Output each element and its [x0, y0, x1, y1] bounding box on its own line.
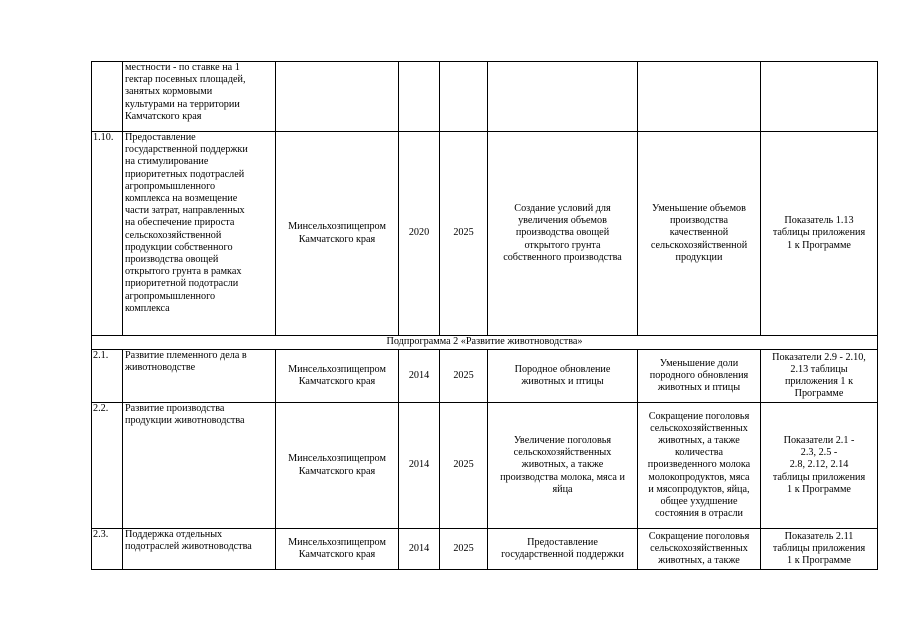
end-year: 2025 — [440, 350, 488, 403]
consequence: Уменьшение объемов производства качественной сельскохозяйственной продукции — [638, 132, 761, 336]
table-row — [92, 403, 878, 529]
end-year: 2025 — [440, 132, 488, 336]
executor: Минсельхозпищепром Камчатского края — [276, 529, 399, 570]
start-year: 2014 — [399, 403, 440, 529]
table-row — [92, 529, 878, 570]
consequence: Сокращение поголовья сельскохозяйственных животных, а также — [638, 529, 761, 570]
measure-name: Развитие племенного дела в животноводстве — [123, 350, 276, 403]
indicator-link: Показатели 2.9 - 2.10, 2.13 таблицы приложения 1 к Программе — [761, 350, 878, 403]
executor: Минсельхозпищепром Камчатского края — [276, 132, 399, 336]
start-year: 2014 — [399, 350, 440, 403]
expected-result: Предоставление государственной поддержки — [488, 529, 638, 570]
start-year: 2014 — [399, 529, 440, 570]
consequence: Уменьшение доли породного обновления животных и птицы — [638, 350, 761, 403]
consequence: Сокращение поголовья сельскохозяйственных животных, а также количества произведенного молока молокопродуктов, мяса и мясопродуктов, яйца, общее ухудшение состояния в отрасли — [638, 403, 761, 529]
indicator-link: Показатель 2.11 таблицы приложения 1 к Программе — [761, 529, 878, 570]
row-number: 2.3. — [92, 529, 123, 570]
table-row — [92, 350, 878, 403]
row-number: 2.2. — [92, 403, 123, 529]
expected-result: Создание условий для увеличения объемов производства овощей открытого грунта собственного производства — [488, 132, 638, 336]
measure-name: местности - по ставке на 1 гектар посевных площадей, занятых кормовыми культурами на территории Камчатского края — [123, 62, 276, 132]
end-year: 2025 — [440, 529, 488, 570]
indicator-link: Показатель 1.13 таблицы приложения 1 к Программе — [761, 132, 878, 336]
executor: Минсельхозпищепром Камчатского края — [276, 350, 399, 403]
row-number: 2.1. — [92, 350, 123, 403]
measure-name: Развитие производства продукции животноводства — [123, 403, 276, 529]
end-year — [440, 62, 488, 132]
start-year — [399, 62, 440, 132]
table-row — [92, 132, 878, 336]
measure-name: Предоставление государственной поддержки на стимулирование приоритетных подотраслей агропромышленного комплекса на возмещение части затрат, направленных на обеспечение прироста сельскохозяйственной продукции собственного производства овощей открытого грунта в рамках приоритетной подотрасли агропромышленного комплекса — [123, 132, 276, 336]
expected-result: Увеличение поголовья сельскохозяйственных животных, а также производства молока, мяса и яйца — [488, 403, 638, 529]
subprogram-title: Подпрограмма 2 «Развитие животноводства» — [92, 336, 878, 350]
executor: Минсельхозпищепром Камчатского края — [276, 403, 399, 529]
consequence — [638, 62, 761, 132]
subprogram-row — [92, 336, 878, 350]
expected-result — [488, 62, 638, 132]
end-year: 2025 — [440, 403, 488, 529]
indicator-link: Показатели 2.1 - 2.3, 2.5 - 2.8, 2.12, 2.14 таблицы приложения 1 к Программе — [761, 403, 878, 529]
indicator-link — [761, 62, 878, 132]
executor — [276, 62, 399, 132]
program-measures-table — [91, 61, 878, 570]
expected-result: Породное обновление животных и птицы — [488, 350, 638, 403]
start-year: 2020 — [399, 132, 440, 336]
row-number — [92, 62, 123, 132]
row-number: 1.10. — [92, 132, 123, 336]
table-row — [92, 62, 878, 132]
measure-name: Поддержка отдельных подотраслей животноводства — [123, 529, 276, 570]
